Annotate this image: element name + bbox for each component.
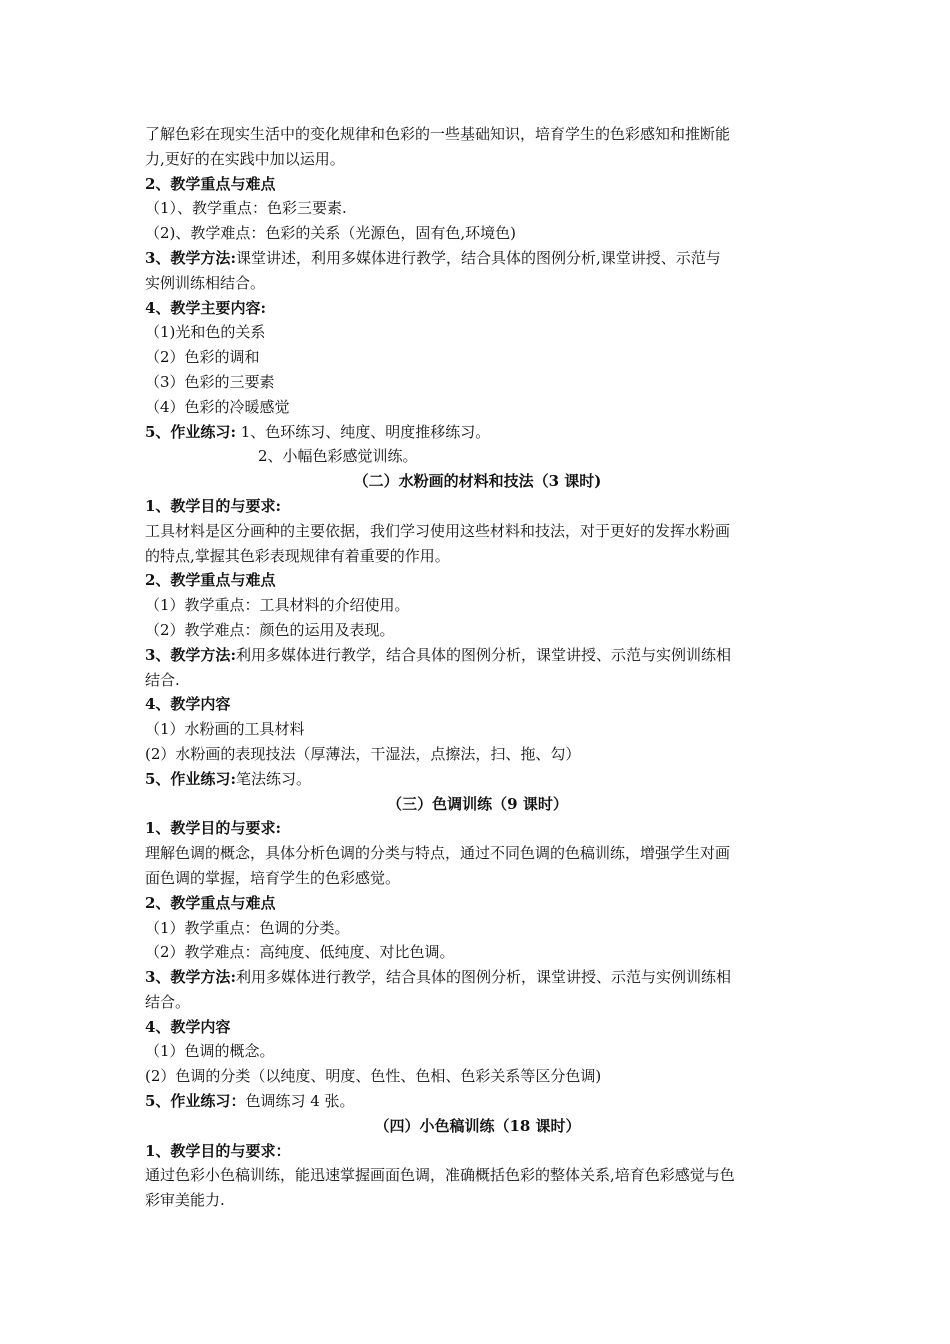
text-line — [145, 1163, 810, 1188]
line-text: 课堂讲述，利用多媒体进行教学，结合具体的图例分析,课堂讲授、示范与 — [235, 248, 721, 267]
text-line — [145, 618, 810, 643]
line-text: （1)光和色的关系 — [145, 323, 266, 342]
line-text: 力,更好的在实践中加以运用。 — [145, 149, 345, 168]
line-text: （1）色调的概念。 — [145, 1042, 275, 1061]
text-line — [145, 841, 810, 866]
text-line — [145, 940, 810, 965]
section-heading — [145, 469, 810, 494]
line-text: 工具材料是区分画种的主要依据，我们学习使用这些材料和技法，对于更好的发挥水粉画 — [145, 521, 731, 540]
text-line — [145, 1039, 810, 1064]
text-line — [145, 742, 810, 767]
text-line — [145, 246, 810, 271]
text-line — [145, 370, 810, 395]
text-line — [145, 519, 810, 544]
line-text: （1）水粉画的工具材料 — [145, 720, 305, 739]
line-label: （二）水粉画的材料和技法（3 课时) — [353, 472, 602, 491]
section-heading — [145, 1114, 810, 1139]
line-label: 5、作业练习: — [145, 422, 236, 441]
line-text: 结合。 — [145, 992, 191, 1011]
line-text: （1）、教学重点：色彩三要素. — [145, 199, 347, 218]
line-label: 5、作业练习: — [145, 769, 236, 788]
line-text: （2）教学难点：高纯度、低纯度、对比色调。 — [145, 943, 455, 962]
text-line — [145, 196, 810, 221]
line-text: (2）水粉画的表现技法（厚薄法，干湿法，点擦法，扫、拖、勾） — [145, 744, 581, 763]
text-line — [145, 444, 810, 469]
line-text: （1）教学重点：工具材料的介绍使用。 — [145, 596, 410, 615]
subsection-heading — [145, 568, 810, 593]
line-text: 笔法练习。 — [235, 769, 311, 788]
line-text: 实例训练相结合。 — [145, 273, 266, 292]
text-line — [145, 544, 810, 569]
text-line — [145, 1188, 810, 1213]
text-line — [145, 1064, 810, 1089]
line-text: 理解色调的概念，具体分析色调的分类与特点，通过不同色调的色稿训练，增强学生对画 — [145, 844, 731, 863]
line-text: 利用多媒体进行教学，结合具体的图例分析，课堂讲授、示范与实例训练相 — [235, 645, 731, 664]
text-line — [145, 345, 810, 370]
line-text: 面色调的掌握，培育学生的色彩感觉。 — [145, 868, 401, 887]
line-text: （2)、教学难点：色彩的关系（光源色，固有色,环境色) — [145, 224, 517, 243]
line-label: 5、作业练习： — [145, 1092, 246, 1111]
line-text: （2）教学难点：颜色的运用及表现。 — [145, 620, 395, 639]
text-line — [145, 717, 810, 742]
text-line — [145, 916, 810, 941]
line-label: 3、教学方法: — [145, 248, 236, 267]
document-body — [145, 122, 810, 1213]
line-label: （三）色调训练（9 课时） — [387, 794, 568, 813]
line-label: 4、教学主要内容: — [145, 298, 266, 317]
text-line — [145, 866, 810, 891]
text-line — [145, 420, 810, 445]
line-text: 色调练习 4 张。 — [245, 1092, 355, 1111]
text-line — [145, 965, 810, 990]
line-text: （2）色彩的调和 — [145, 348, 260, 367]
text-line — [145, 990, 810, 1015]
line-text: 通过色彩小色稿训练，能迅速掌握画面色调，准确概括色彩的整体关系,培育色彩感觉与色 — [145, 1166, 735, 1185]
line-label: 2、教学重点与难点 — [145, 571, 276, 590]
subsection-heading — [145, 1015, 810, 1040]
line-text: （4）色彩的冷暖感觉 — [145, 397, 290, 416]
subsection-heading — [145, 692, 810, 717]
line-text: (2）色调的分类（以纯度、明度、色性、色相、色彩关系等区分色调) — [145, 1067, 602, 1086]
subsection-heading — [145, 891, 810, 916]
text-line — [145, 643, 810, 668]
line-label: 2、教学重点与难点 — [145, 174, 276, 193]
line-text: 的特点,掌握其色彩表现规律有着重要的作用。 — [145, 546, 450, 565]
line-text: 了解色彩在现实生活中的变化规律和色彩的一些基础知识，培育学生的色彩感知和推断能 — [145, 125, 731, 143]
line-text: 结合. — [145, 670, 180, 689]
text-line — [145, 767, 810, 792]
line-label: 3、教学方法: — [145, 968, 236, 987]
line-label: 3、教学方法: — [145, 645, 236, 664]
section-heading — [145, 792, 810, 817]
text-line — [145, 320, 810, 345]
text-line — [145, 1089, 810, 1114]
text-line — [145, 668, 810, 693]
text-line — [145, 221, 810, 246]
text-line — [145, 122, 810, 147]
text-line — [145, 395, 810, 420]
line-text: 2、小幅色彩感觉训练。 — [258, 447, 418, 466]
line-label: 1、教学目的与要求: — [145, 819, 281, 838]
text-line — [145, 147, 810, 172]
subsection-heading — [145, 172, 810, 197]
line-label: 4、教学内容 — [145, 695, 231, 714]
subsection-heading — [145, 296, 810, 321]
line-label: （四）小色稿训练（18 课时） — [374, 1116, 581, 1135]
line-label: 1、教学目的与要求： — [145, 1141, 291, 1160]
line-text: 1、色环练习、纯度、明度推移练习。 — [235, 422, 491, 441]
line-text: 彩审美能力. — [145, 1191, 225, 1210]
line-text: （1）教学重点：色调的分类。 — [145, 918, 350, 937]
text-line — [145, 271, 810, 296]
subsection-heading — [145, 494, 810, 519]
line-text: （3）色彩的三要素 — [145, 372, 275, 391]
text-line — [145, 593, 810, 618]
line-label: 4、教学内容 — [145, 1017, 231, 1036]
line-text: 利用多媒体进行教学，结合具体的图例分析，课堂讲授、示范与实例训练相 — [235, 968, 731, 987]
line-label: 2、教学重点与难点 — [145, 893, 276, 912]
subsection-heading — [145, 816, 810, 841]
subsection-heading — [145, 1139, 810, 1164]
line-label: 1、教学目的与要求: — [145, 496, 281, 515]
